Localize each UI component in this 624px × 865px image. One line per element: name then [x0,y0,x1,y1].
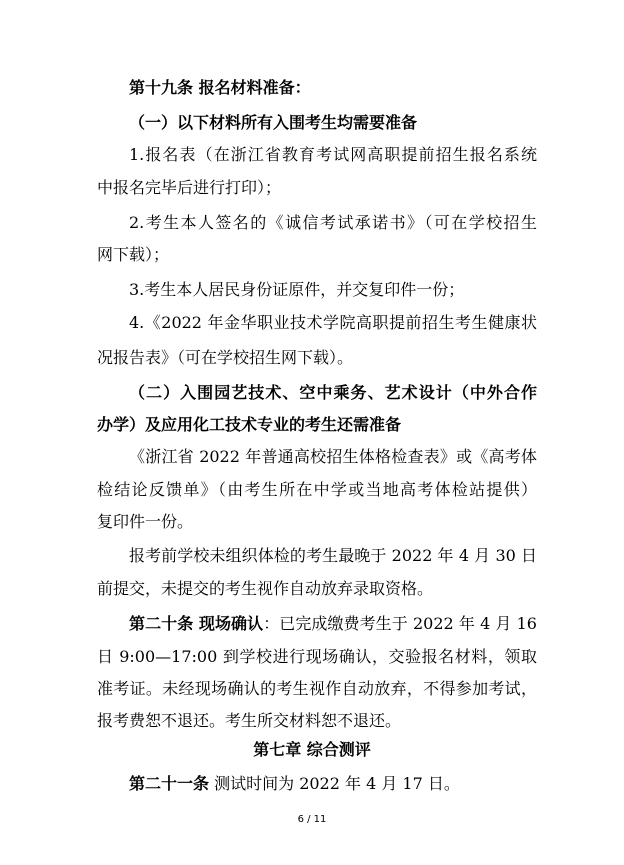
text-line-art20-line1 [129,613,537,635]
article-20-label: 第二十条 现场确认 [129,614,264,633]
text-line-art19-heading: 第十九条 报名材料准备： [129,78,311,97]
text-line-sec1-heading: （一）以下材料所有入围考生均需要准备 [129,113,418,132]
text-line-art20-line3: 准考证。未经现场确认的考生视作自动放弃，不得参加考试， [97,679,537,698]
text-line-item2-line1: 2.考生本人签名的《诚信考试承诺书》（可在学校招生 [129,213,537,232]
article-21 [129,773,537,795]
text-line-exam-note-line2: 前提交，未提交的考生视作自动放弃录取资格。 [97,579,434,598]
text-line-art20-line4: 报考费恕不退还。考生所交材料恕不退还。 [97,711,402,730]
text-line-item1-line1: 1.报名表（在浙江省教育考试网高职提前招生报名系统 [129,145,537,164]
text-line-item3: 3.考生本人居民身份证原件，并交复印件一份； [129,280,465,299]
text-line-sec2-line1: （二）入围园艺技术、空中乘务、艺术设计（中外合作 [129,383,537,402]
article-20-text: ：已完成缴费考生于 2022 年 4 月 16 [263,614,537,633]
text-line-sec2-body-line3: 复印件一份。 [97,512,194,531]
text-line-item2-line2: 网下载）； [97,245,170,264]
chapter-title: 第七章 综合测评 [253,740,371,759]
article-21-text: 测试时间为 2022 年 4 月 17 日。 [209,774,460,793]
text-line-exam-note-line1: 报考前学校未组织体检的考生最晚于 2022 年 4 月 30 日 [129,546,537,565]
text-line-art20-line2: 日 9:00—17:00 到学校进行现场确认，交验报名材料，领取 [97,647,537,666]
page-number: 6 / 11 [297,814,327,825]
text-line-item4-line1: 4.《2022 年金华职业技术学院高职提前招生考生健康状 [129,313,537,332]
text-line-sec2-body-line1: 《浙江省 2022 年普通高校招生体格检查表》或《高考体 [129,447,537,466]
text-line-sec2-line2: 办学）及应用化工技术专业的考生还需准备 [97,415,402,434]
text-line-sec2-body-line2: 检结论反馈单》（由考生所在中学或当地高考体检站提供） [97,480,537,499]
article-21-label: 第二十一条 [129,774,210,793]
text-line-item1-line2: 中报名完毕后进行打印）； [97,178,282,197]
text-line-item4-line2: 况报告表》（可在学校招生网下载）。 [97,348,354,367]
